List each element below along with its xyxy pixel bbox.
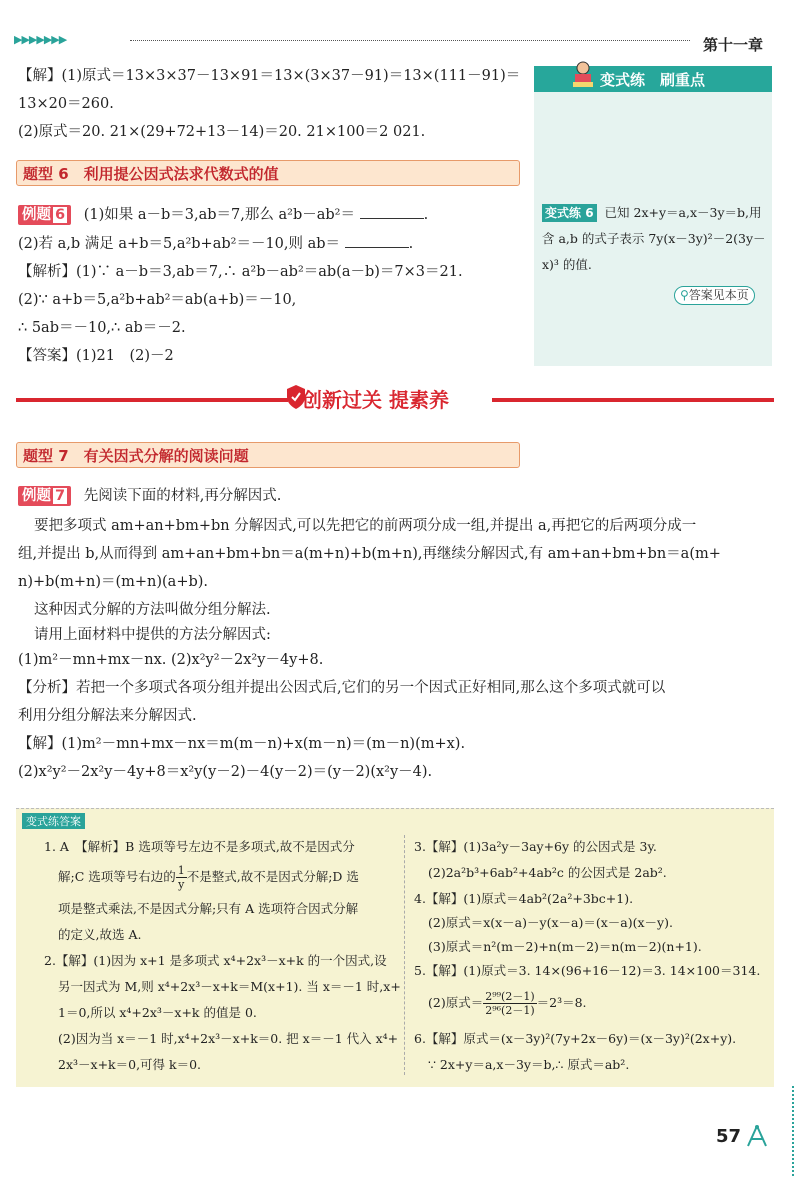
variant6-label: 变式练 6	[542, 204, 597, 222]
ex6-label: 例题 6	[18, 205, 71, 225]
answer-ref-label: 答案见本页	[688, 288, 749, 302]
ex6-a2: (2)∵ a+b＝5,a²b+ab²＝ab(a+b)＝－10,	[18, 292, 297, 308]
ex7-intro-line	[18, 486, 281, 506]
variant6-text1: 已知 2x+y＝a,x－3y＝b,用	[604, 205, 762, 220]
ex7-p5: 请用上面材料中提供的方法分解因式:	[34, 627, 271, 643]
ans1-l1: 1. A 【解析】B 选项等号左边不是多项式,故不是因式分	[44, 839, 355, 854]
ans6-l2: ∵ 2x+y＝a,x－3y＝b,∴ 原式＝ab².	[428, 1057, 630, 1072]
ex7-p9: 【解】(1)m²－mn+mx－nx＝m(m－n)+x(m－n)＝(m－n)(m+x).	[18, 736, 466, 752]
page-number: 57	[716, 1126, 742, 1147]
ans2-l5: 2x³－x+k＝0,可得 k＝0.	[58, 1057, 202, 1072]
ex7-label: 例题 7	[18, 486, 71, 506]
ans2-l3: 1＝0,所以 x⁴+2x³－x+k 的值是 0.	[58, 1005, 257, 1020]
sol5-line1: 【解】(1)原式＝13×3×37－13×91＝13×(3×37－91)＝13×(111－91)＝	[18, 68, 521, 84]
ex6-q1: (1)如果 a－b＝3,ab＝7,那么 a²b－ab²＝	[83, 207, 355, 223]
sol5-line3: (2)原式＝20. 21×(29+72+13－14)＝20. 21×100＝2 021.	[18, 124, 426, 140]
ex6-q2-blank	[345, 247, 409, 248]
ex6-a1: 【解析】(1)∵ a－b＝3,ab＝7,∴ a²b－ab²＝ab(a－b)＝7×3＝21.	[18, 264, 463, 280]
variant6-line2: 含 a,b 的式子表示 7y(x－3y)²－2(3y－	[542, 231, 766, 246]
student-icon	[570, 60, 596, 90]
ans6-l1: 6.【解】原式＝(x－3y)²(7y+2x－6y)＝(x－3y)²(2x+y).	[414, 1031, 737, 1046]
answer-ref-button[interactable]	[674, 286, 755, 305]
ans1-fraction: $\frac{1}{y}$	[177, 864, 185, 891]
ex6-q2: (2)若 a,b 满足 a+b＝5,a²b+ab²＝－10,则 ab＝	[18, 236, 341, 252]
type7-bar	[16, 442, 520, 468]
ex6-q1-blank	[360, 218, 424, 219]
ex6-a3: ∴ 5ab＝－10,∴ ab＝－2.	[18, 320, 186, 336]
variant-panel-title: 变式练 刷重点	[600, 71, 706, 89]
variant-panel-header	[534, 66, 772, 92]
answers-tag: 变式练答案	[22, 813, 85, 829]
answers-divider	[404, 835, 405, 1075]
ex7-p2: 组,并提出 b,从而得到 am+an+bm+bn＝a(m+n)+b(m+n),再继续分解因式,有 am+an+bm+bn＝a(m+	[18, 546, 721, 562]
variant6-line3: x)³ 的值.	[542, 257, 592, 272]
ans1-l3: 项是整式乘法,不是因式分解;只有 A 选项符合因式分解	[58, 901, 359, 916]
ans1-l4: 的定义,故选 A.	[58, 927, 142, 942]
type6-bar	[16, 160, 520, 186]
type6-title: 题型 6 利用提公因式法求代数式的值	[23, 165, 279, 183]
banner-line-right	[492, 398, 774, 402]
chapter-title: 第十一章	[703, 36, 764, 54]
ans4-l3: (3)原式＝n²(m－2)+n(m－2)＝n(m－2)(n+1).	[428, 939, 702, 954]
ans2-l2: 另一因式为 M,则 x⁴+2x³－x+k＝M(x+1). 当 x＝－1 时,x+	[58, 979, 401, 994]
ex7-p3: n)+b(m+n)＝(m+n)(a+b).	[18, 574, 209, 590]
ex6-q1-line: 例题 6 (1)如果 a－b＝3,ab＝7,那么 a²b－ab²＝ .	[18, 205, 428, 225]
ans4-l2: (2)原式＝x(x－a)－y(x－a)＝(x－a)(x－y).	[428, 915, 673, 930]
sol5-line2: 13×20＝260.	[18, 96, 114, 112]
ex7-p10: (2)x²y²－2x²y－4y+8＝x²y(y－2)－4(y－2)＝(y－2)(x²y－4).	[18, 764, 433, 780]
ans5-l1: 5.【解】(1)原式＝3. 14×(96+16－12)＝3. 14×100＝314.	[414, 963, 761, 978]
banner-line-left	[16, 398, 288, 402]
header-arrows: ▶▶▶▶▶▶▶	[14, 33, 67, 46]
ex7-p7: 【分析】若把一个多项式各项分组并提出公因式后,它们的另一个因式正好相同,那么这个多项式就可以	[18, 680, 666, 696]
ex6-a4: 【答案】(1)21 (2)－2	[18, 348, 174, 364]
header-rule	[130, 40, 690, 41]
banner-title: 创新过关 提素养	[302, 388, 449, 412]
pin-icon: ⚲	[680, 288, 689, 302]
ex6-q2-line: (2)若 a,b 满足 a+b＝5,a²b+ab²＝－10,则 ab＝ .	[18, 236, 414, 252]
type7-title: 题型 7 有关因式分解的阅读问题	[23, 447, 249, 465]
ex7-p4: 这种因式分解的方法叫做分组分解法.	[34, 602, 271, 618]
ans3-l2: (2)2a²b³+6ab²+4ab²c 的公因式是 2ab².	[428, 865, 667, 880]
ans1-l2: 解;C 选项等号右边的 $\frac{1}{y}$不是整式,故不是因式分解;D 选	[58, 864, 359, 891]
ex7-p6: (1)m²－mn+mx－nx. (2)x²y²－2x²y－4y+8.	[18, 652, 324, 668]
variant-panel	[534, 66, 772, 366]
ex7-p8: 利用分组分解法来分解因式.	[18, 708, 197, 724]
ans5-fraction: $\frac{\text{2⁹⁹(2－1)}}{\text{2⁹⁶(2－1)}}$	[485, 990, 535, 1017]
ex7-p1: 要把多项式 am+an+bm+bn 分解因式,可以先把它的前两项分成一组,并提出 a,再把它的后两项分成一	[34, 518, 697, 534]
ans2-l4: (2)因为当 x＝－1 时,x⁴+2x³－x+k＝0. 把 x＝－1 代入 x⁴+	[58, 1031, 399, 1046]
variant6-line1	[542, 204, 762, 222]
ans3-l1: 3.【解】(1)3a²y－3ay+6y 的公因式是 3y.	[414, 839, 657, 854]
ans5-l2: (2)原式＝ $\frac{\text{2⁹⁹(2－1)}}{\text{2⁹⁶(2－1)}}=2^3=8$.	[428, 990, 587, 1017]
compass-icon	[744, 1124, 770, 1148]
ex7-intro: 先阅读下面的材料,再分解因式.	[83, 488, 282, 504]
page-edge-dots	[792, 1086, 794, 1176]
ans4-l1: 4.【解】(1)原式＝4ab²(2a²+3bc+1).	[414, 891, 634, 906]
ans2-l1: 2.【解】(1)因为 x+1 是多项式 x⁴+2x³－x+k 的一个因式,设	[44, 953, 387, 968]
